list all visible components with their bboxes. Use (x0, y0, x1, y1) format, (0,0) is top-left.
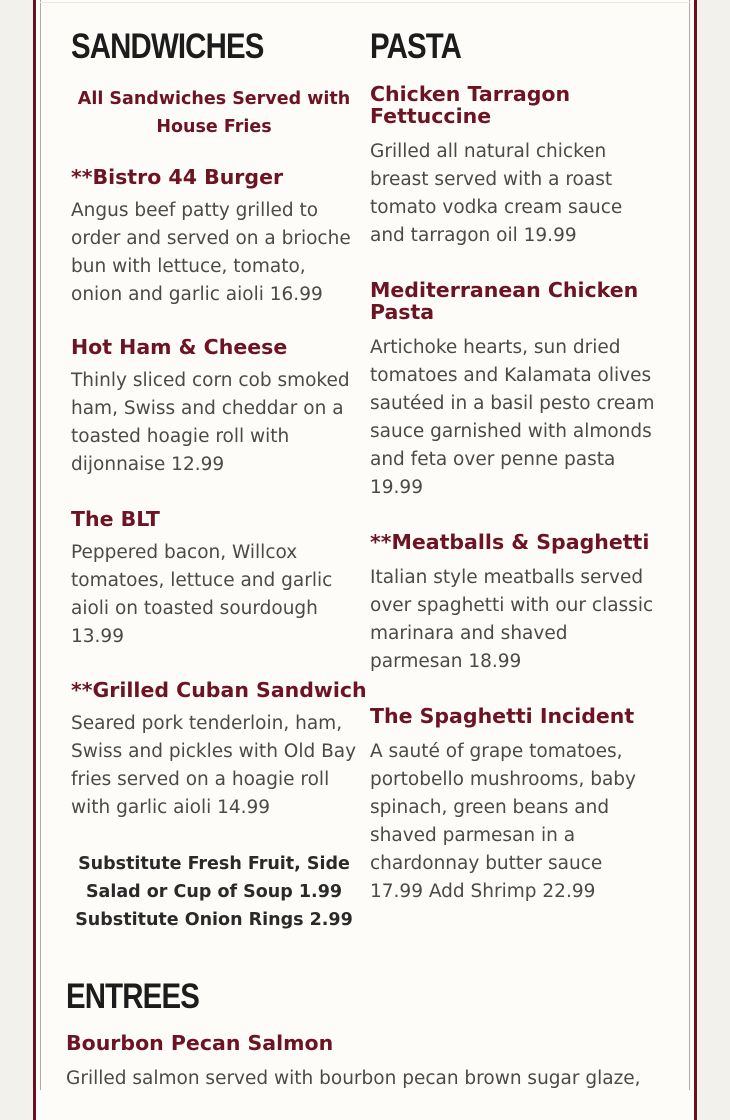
item-name: Chicken Tarragon Fettuccine (370, 82, 571, 128)
menu-item (370, 705, 660, 906)
item-name: The Spaghetti Incident (370, 704, 635, 728)
item-description: Peppered bacon, Willcox tomatoes, lettuce and garlic aioli on toasted sourdough 13.99 (71, 542, 333, 647)
menu-item (370, 279, 660, 502)
item-description: Grilled salmon served with bourbon pecan brown sugar glaze, (66, 1068, 641, 1089)
item-name: **Meatballs & Spaghetti (370, 530, 650, 554)
top-divider (40, 2, 690, 3)
left-inner-border (40, 0, 41, 1090)
item-description: Grilled all natural chicken breast served with a roast tomato vodka cream sauce and tarragon oil 19.99 (370, 141, 623, 246)
sandwiches-heading: SANDWICHES (71, 27, 264, 66)
menu-item (370, 531, 660, 676)
item-name: **Bistro 44 Burger (71, 165, 284, 189)
menu-item (66, 1032, 666, 1093)
item-name: Mediterranean Chicken Pasta (370, 278, 639, 324)
pasta-section (370, 26, 660, 906)
item-description: Thinly sliced corn cob smoked ham, Swiss and cheddar on a toasted hoagie roll with dijonnaise 12.99 (71, 370, 350, 475)
item-description: Artichoke hearts, sun dried tomatoes and Kalamata olives sautéed in a basil pesto cream sauce garnished with almonds and feta over penne pasta 19.99 (370, 337, 655, 498)
item-name: Hot Ham & Cheese (71, 335, 288, 359)
item-description: Italian style meatballs served over spaghetti with our classic marinara and shaved parmesan 18.99 (370, 567, 654, 672)
substitute-note: Substitute Fresh Fruit, Side Salad or Cup of Soup 1.99 (78, 854, 350, 902)
item-name: The BLT (71, 507, 160, 531)
item-description: A sauté of grape tomatoes, portobello mushrooms, baby spinach, green beans and shaved parmesan in a chardonnay butter sauce 17.99 Add Shrimp 22.99 (370, 741, 636, 902)
item-name: **Grilled Cuban Sandwich (71, 678, 367, 702)
sandwiches-section (71, 26, 367, 934)
menu-item (71, 336, 357, 479)
substitute-onion-rings-note: Substitute Onion Rings 2.99 (75, 910, 353, 930)
sandwiches-note: All Sandwiches Served with House Fries (77, 89, 351, 137)
item-description: Seared pork tenderloin, ham, Swiss and pickles with Old Bay fries served on a hoagie roll with garlic aioli 14.99 (71, 713, 357, 818)
entrees-section (66, 976, 666, 1093)
item-name: Bourbon Pecan Salmon (66, 1031, 334, 1055)
menu-item (71, 508, 357, 651)
right-inner-border (689, 0, 690, 1090)
pasta-heading: PASTA (370, 27, 462, 66)
entrees-heading: ENTREES (66, 977, 199, 1016)
item-description: Angus beef patty grilled to order and served on a brioche bun with lettuce, tomato, onion and garlic aioli 16.99 (71, 200, 351, 305)
menu-item (71, 166, 357, 309)
menu-item (71, 678, 367, 822)
menu-item (370, 83, 660, 250)
